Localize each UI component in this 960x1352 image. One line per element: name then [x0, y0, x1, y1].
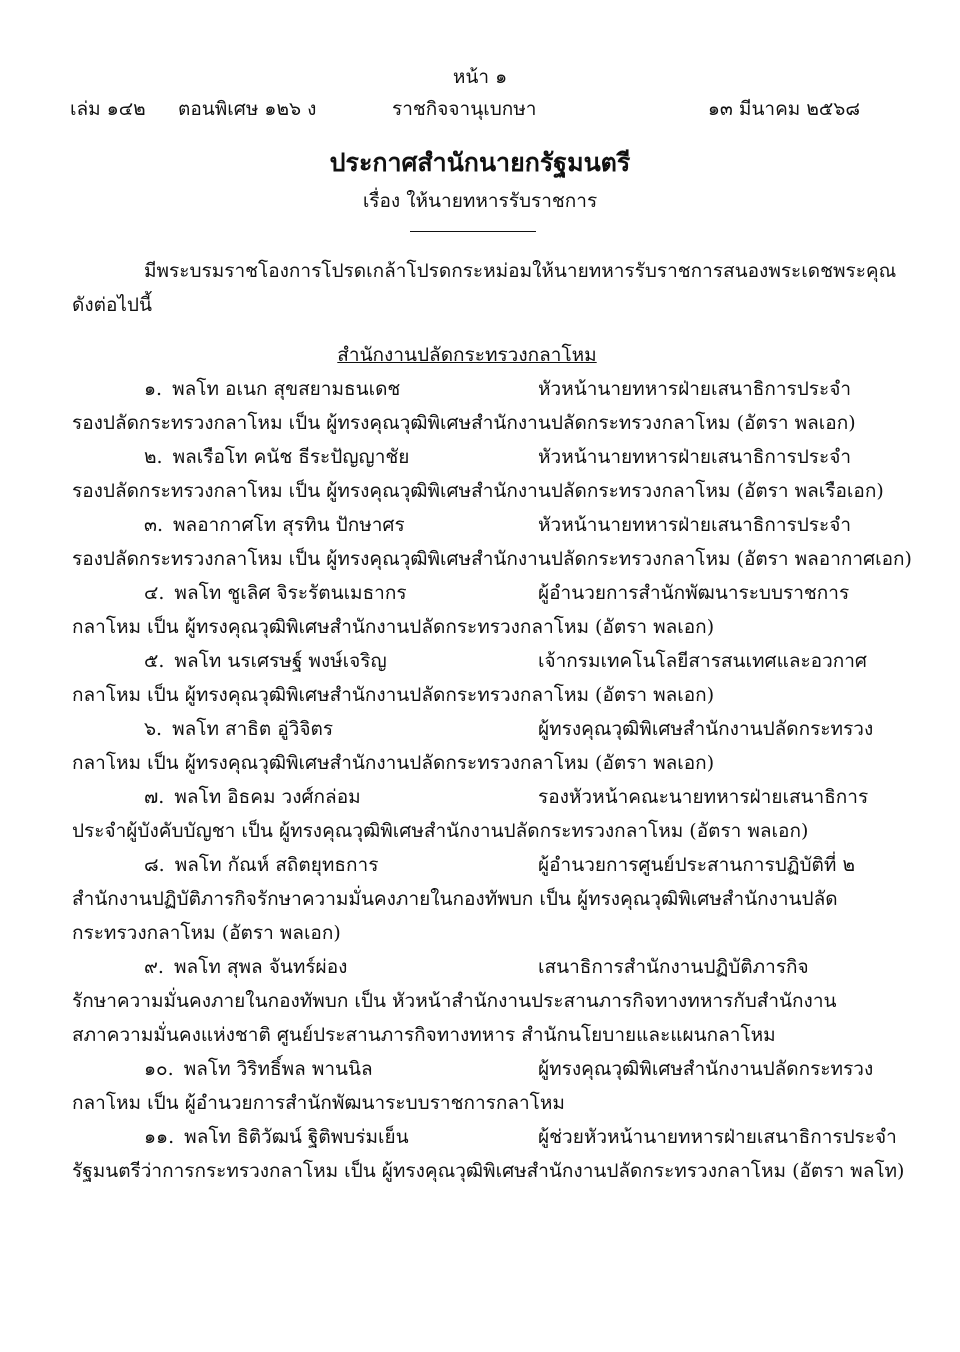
publication-date: ๑๓ มีนาคม ๒๕๖๘: [707, 98, 860, 120]
entry-current-position: หัวหน้านายทหารฝ่ายเสนาธิการประจำ: [538, 378, 852, 400]
appointment-entry: [72, 950, 862, 1052]
appointment-entry: [72, 712, 874, 780]
intro-line-1: มีพระบรมราชโองการโปรดเกล้าโปรดกระหม่อมให้นายทหารรับราชการสนองพระเดชพระคุณ: [144, 260, 897, 282]
entry-number: ๖.: [144, 718, 163, 740]
issue-number: ตอนพิเศษ ๑๒๖ ง: [178, 98, 317, 120]
appointment-entry: [72, 1120, 905, 1188]
entry-continuation: กลาโหม เป็น ผู้ทรงคุณวุฒิพิเศษสำนักงานปลัดกระทรวงกลาโหม (อัตรา พลเอก): [72, 684, 715, 706]
entry-number: ๘.: [144, 854, 165, 876]
entry-number: ๔.: [144, 582, 165, 604]
entry-current-position: เสนาธิการสำนักงานปฏิบัติภารกิจ: [538, 956, 809, 978]
entry-current-position: หัวหน้านายทหารฝ่ายเสนาธิการประจำ: [538, 514, 852, 536]
entry-rank-name: พลอากาศโท สุรทิน ปักษาศร: [173, 514, 405, 536]
entry-current-position: รองหัวหน้าคณะนายทหารฝ่ายเสนาธิการ: [538, 786, 869, 808]
entry-number: ๒.: [144, 446, 163, 468]
entry-number: ๑๐.: [144, 1058, 174, 1080]
entry-continuation: รักษาความมั่นคงภายในกองทัพบก เป็น หัวหน้าสำนักงานประสานภารกิจทางทหารกับสำนักงาน: [72, 990, 837, 1012]
announcement-body: [72, 254, 912, 1188]
entry-rank-name: พลโท นรเศรษฐ์ พงษ์เจริญ: [174, 650, 387, 672]
entry-continuation: สำนักงานปฏิบัติภารกิจรักษาความมั่นคงภายในกองทัพบก เป็น ผู้ทรงคุณวุฒิพิเศษสำนักงานปลัด: [72, 888, 838, 910]
entry-rank-name: พลโท ชูเลิศ จิระรัตนเมธากร: [174, 582, 407, 604]
intro-line-2: ดังต่อไปนี้: [72, 294, 152, 316]
entry-continuation: กลาโหม เป็น ผู้อำนวยการสำนักพัฒนาระบบราชการกลาโหม: [72, 1092, 565, 1114]
entry-continuation: รองปลัดกระทรวงกลาโหม เป็น ผู้ทรงคุณวุฒิพิเศษสำนักงานปลัดกระทรวงกลาโหม (อัตรา พลอากาศเอก): [72, 548, 912, 570]
page-number: หน้า ๑: [452, 66, 508, 88]
entry-rank-name: พลโท ธิติวัฒน์ ฐิติพบร่มเย็น: [184, 1126, 409, 1148]
appointment-entry: [72, 780, 869, 848]
entry-number: ๑๑.: [144, 1126, 175, 1148]
entry-continuation: กระทรวงกลาโหม (อัตรา พลเอก): [72, 922, 341, 944]
entry-current-position: ผู้ช่วยหัวหน้านายทหารฝ่ายเสนาธิการประจำ: [538, 1126, 897, 1148]
entry-number: ๕.: [144, 650, 165, 672]
entry-number: ๗.: [144, 786, 165, 808]
title-divider: [410, 231, 536, 232]
entry-current-position: ผู้อำนวยการศูนย์ประสานการปฏิบัติที่ ๒: [538, 854, 855, 876]
entry-continuation: สภาความมั่นคงแห่งชาติ ศูนย์ประสานภารกิจทางทหาร สำนักนโยบายและแผนกลาโหม: [72, 1024, 776, 1046]
entry-continuation: รองปลัดกระทรวงกลาโหม เป็น ผู้ทรงคุณวุฒิพิเศษสำนักงานปลัดกระทรวงกลาโหม (อัตรา พลเรือเอก): [72, 480, 884, 502]
entry-rank-name: พลเรือโท คนัช ธีระปัญญาชัย: [172, 446, 410, 468]
announcement-subject: เรื่อง ให้นายทหารรับราชการ: [362, 190, 598, 212]
department-heading: สำนักงานปลัดกระทรวงกลาโหม: [337, 344, 597, 366]
announcement-title: ประกาศสำนักนายกรัฐมนตรี: [329, 148, 631, 177]
entry-number: ๙.: [144, 956, 164, 978]
gazette-header: [70, 94, 860, 124]
entry-current-position: ผู้อำนวยการสำนักพัฒนาระบบราชการ: [538, 582, 850, 604]
entry-number: ๓.: [144, 514, 164, 536]
volume-number: เล่ม ๑๔๒: [70, 98, 146, 120]
gazette-name: ราชกิจจานุเบกษา: [392, 98, 537, 120]
appointment-list: [72, 372, 912, 1188]
entry-current-position: ผู้ทรงคุณวุฒิพิเศษสำนักงานปลัดกระทรวง: [538, 1058, 874, 1080]
appointment-entry: [72, 508, 912, 576]
entry-rank-name: พลโท สุพล จันทร์ผ่อง: [173, 956, 348, 978]
appointment-entry: [72, 440, 884, 508]
appointment-entry: [72, 1052, 874, 1120]
entry-current-position: หัวหน้านายทหารฝ่ายเสนาธิการประจำ: [538, 446, 852, 468]
entry-continuation: กลาโหม เป็น ผู้ทรงคุณวุฒิพิเศษสำนักงานปลัดกระทรวงกลาโหม (อัตรา พลเอก): [72, 616, 715, 638]
entry-continuation: รองปลัดกระทรวงกลาโหม เป็น ผู้ทรงคุณวุฒิพิเศษสำนักงานปลัดกระทรวงกลาโหม (อัตรา พลเอก): [72, 412, 856, 434]
entry-rank-name: พลโท อเนก สุขสยามธนเดช: [172, 378, 401, 400]
appointment-entry: [72, 644, 867, 712]
entry-continuation: รัฐมนตรีว่าการกระทรวงกลาโหม เป็น ผู้ทรงคุณวุฒิพิเศษสำนักงานปลัดกระทรวงกลาโหม (อัตรา พลโท): [72, 1160, 905, 1182]
entry-number: ๑.: [144, 378, 163, 400]
entry-rank-name: พลโท สาธิต อู่วิจิตร: [172, 718, 334, 740]
entry-rank-name: พลโท กัณห์ สถิตยุทธการ: [174, 854, 379, 876]
appointment-entry: [72, 372, 862, 440]
entry-continuation: กลาโหม เป็น ผู้ทรงคุณวุฒิพิเศษสำนักงานปลัดกระทรวงกลาโหม (อัตรา พลเอก): [72, 752, 715, 774]
entry-rank-name: พลโท วิริทธิ์พล พานนิล: [183, 1058, 373, 1080]
appointment-entry: [72, 576, 862, 644]
entry-rank-name: พลโท อิธคม วงศ์กล่อม: [174, 786, 361, 808]
appointment-entry: [72, 848, 862, 950]
entry-continuation: ประจำผู้บังคับบัญชา เป็น ผู้ทรงคุณวุฒิพิเศษสำนักงานปลัดกระทรวงกลาโหม (อัตรา พลเอก): [72, 820, 809, 842]
entry-current-position: เจ้ากรมเทคโนโลยีสารสนเทศและอวกาศ: [538, 650, 867, 672]
entry-current-position: ผู้ทรงคุณวุฒิพิเศษสำนักงานปลัดกระทรวง: [538, 718, 874, 740]
